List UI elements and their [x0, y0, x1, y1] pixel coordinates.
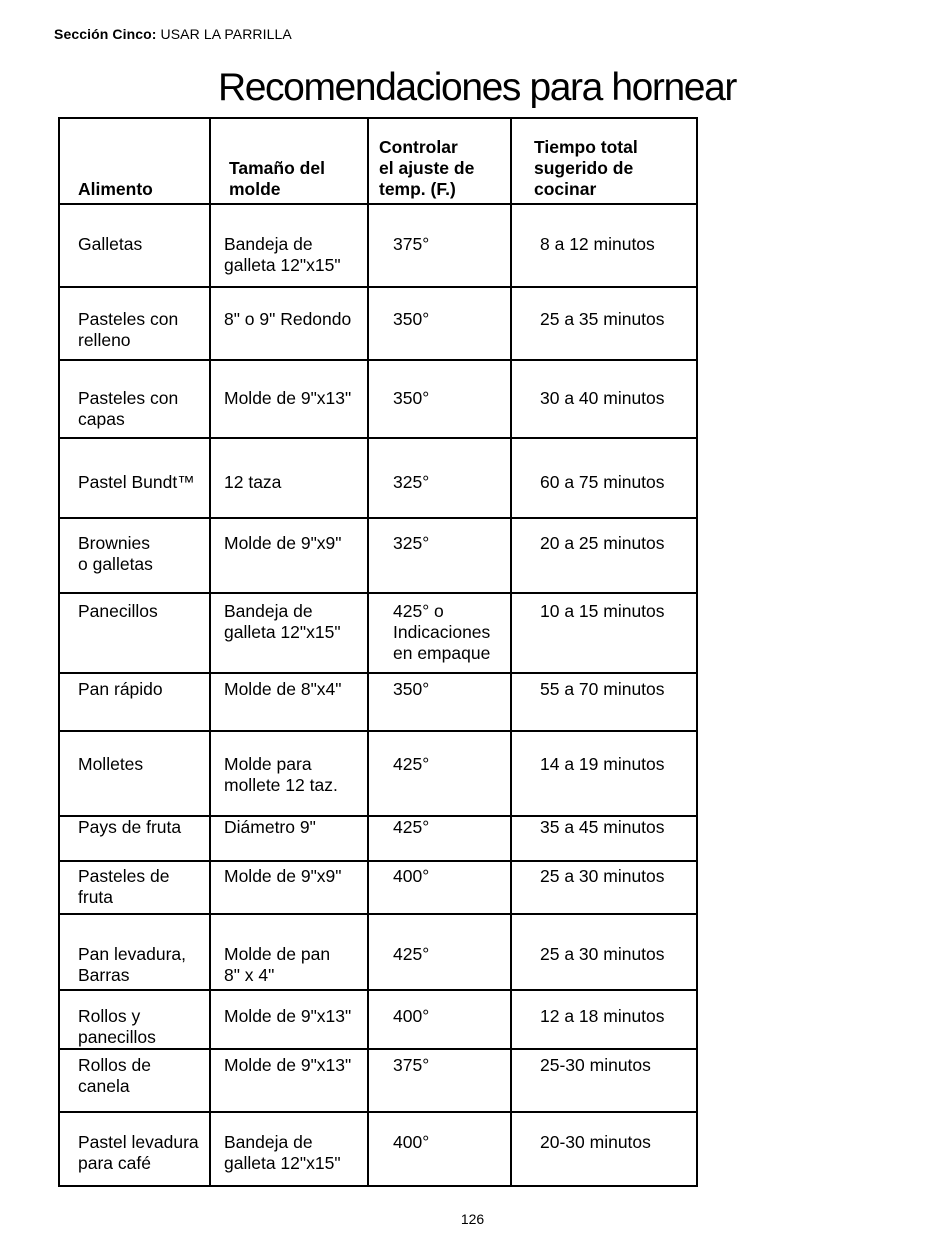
header-food: Alimento [59, 118, 210, 204]
cell-temp: 400° [368, 990, 511, 1049]
cell-temp: 425° [368, 914, 511, 990]
cell-food: Pasteles de fruta [59, 861, 210, 914]
cell-temp: 425° o Indicaciones en empaque [368, 593, 511, 673]
cell-time: 12 a 18 minutos [511, 990, 697, 1049]
cell-pan-size: 8" o 9" Redondo [210, 287, 368, 360]
table-row [59, 204, 697, 287]
baking-table [58, 117, 698, 1187]
page-title: Recomendaciones para hornear [218, 66, 736, 109]
cell-pan-size: Molde de 9"x9" [210, 861, 368, 914]
table-row [59, 731, 697, 816]
cell-food: Pays de fruta [59, 816, 210, 861]
table-row [59, 1112, 697, 1186]
section-label: Sección Cinco: [54, 26, 157, 42]
cell-temp: 375° [368, 204, 511, 287]
table-body [59, 204, 697, 1186]
cell-food: Molletes [59, 731, 210, 816]
cell-pan-size: Molde para mollete 12 taz. [210, 731, 368, 816]
cell-food: Galletas [59, 204, 210, 287]
cell-time: 60 a 75 minutos [511, 438, 697, 518]
cell-temp: 375° [368, 1049, 511, 1112]
header-pan-size: Tamaño del molde [210, 118, 368, 204]
cell-pan-size: Molde de 9"x13" [210, 990, 368, 1049]
cell-temp: 325° [368, 438, 511, 518]
cell-food: Rollos de canela [59, 1049, 210, 1112]
cell-pan-size: 12 taza [210, 438, 368, 518]
cell-temp: 425° [368, 816, 511, 861]
cell-food: Pan rápido [59, 673, 210, 731]
cell-pan-size: Molde de 9"x13" [210, 1049, 368, 1112]
cell-food: Pasteles con capas [59, 360, 210, 438]
table-row [59, 360, 697, 438]
table-header-row [59, 118, 697, 204]
cell-pan-size: Molde de 9"x13" [210, 360, 368, 438]
table-row [59, 990, 697, 1049]
table-row [59, 1049, 697, 1112]
cell-temp: 425° [368, 731, 511, 816]
cell-time: 20 a 25 minutos [511, 518, 697, 593]
cell-time: 35 a 45 minutos [511, 816, 697, 861]
section-title: USAR LA PARRILLA [160, 26, 292, 42]
table-row [59, 861, 697, 914]
cell-time: 20-30 minutos [511, 1112, 697, 1186]
cell-time: 25 a 35 minutos [511, 287, 697, 360]
cell-temp: 350° [368, 360, 511, 438]
table-row [59, 914, 697, 990]
header-temp-setting: Controlar el ajuste de temp. (F.) [368, 118, 511, 204]
cell-pan-size: Bandeja de galleta 12"x15" [210, 204, 368, 287]
cell-pan-size: Bandeja de galleta 12"x15" [210, 1112, 368, 1186]
table-row [59, 593, 697, 673]
section-header [54, 26, 292, 42]
cell-food: Pastel levadura para café [59, 1112, 210, 1186]
cell-time: 10 a 15 minutos [511, 593, 697, 673]
cell-temp: 400° [368, 861, 511, 914]
cell-time: 25 a 30 minutos [511, 914, 697, 990]
cell-time: 14 a 19 minutos [511, 731, 697, 816]
cell-food: Rollos y panecillos [59, 990, 210, 1049]
cell-food: Pasteles con relleno [59, 287, 210, 360]
cell-temp: 400° [368, 1112, 511, 1186]
cell-pan-size: Diámetro 9" [210, 816, 368, 861]
cell-temp: 325° [368, 518, 511, 593]
cell-time: 25 a 30 minutos [511, 861, 697, 914]
cell-time: 30 a 40 minutos [511, 360, 697, 438]
cell-pan-size: Molde de pan 8" x 4" [210, 914, 368, 990]
table-row [59, 287, 697, 360]
table-row [59, 518, 697, 593]
cell-food: Panecillos [59, 593, 210, 673]
page-number: 126 [460, 1211, 485, 1227]
header-cook-time: Tiempo total sugerido de cocinar [511, 118, 697, 204]
table-row [59, 673, 697, 731]
cell-pan-size: Bandeja de galleta 12"x15" [210, 593, 368, 673]
cell-time: 55 a 70 minutos [511, 673, 697, 731]
cell-pan-size: Molde de 8"x4" [210, 673, 368, 731]
cell-temp: 350° [368, 287, 511, 360]
cell-food: Pastel Bundt™ [59, 438, 210, 518]
cell-time: 8 a 12 minutos [511, 204, 697, 287]
table-row [59, 816, 697, 861]
cell-time: 25-30 minutos [511, 1049, 697, 1112]
cell-food: Brownies o galletas [59, 518, 210, 593]
cell-pan-size: Molde de 9"x9" [210, 518, 368, 593]
cell-food: Pan levadura, Barras [59, 914, 210, 990]
cell-temp: 350° [368, 673, 511, 731]
table-row [59, 438, 697, 518]
